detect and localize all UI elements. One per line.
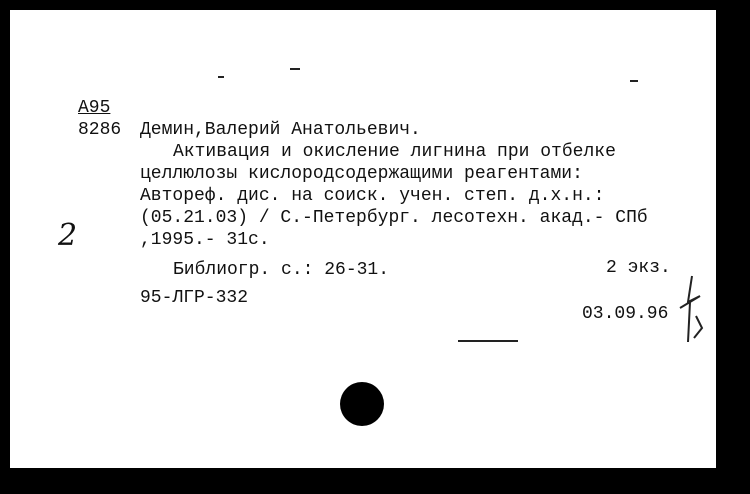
catalog-card <box>10 10 716 468</box>
handwritten-signature <box>674 272 714 348</box>
date: 03.09.96 <box>582 304 669 324</box>
accession-number: 8286 <box>78 120 122 140</box>
scan-speck <box>630 80 638 82</box>
scan-speck <box>218 76 224 78</box>
copies: 2 экз. <box>606 258 671 278</box>
card-code: 95-ЛГР-332 <box>140 288 249 308</box>
title-line-2: целлюлозы кислородсодержащими реагентами: <box>140 164 583 184</box>
bibliography: Библиогр. с.: 26-31. <box>173 260 390 280</box>
scan-speck <box>290 68 300 70</box>
title-line-3: Автореф. дис. на соиск. учен. степ. д.х.н.: <box>140 186 605 206</box>
title-line-5: ,1995.- 31с. <box>140 230 270 250</box>
punch-hole <box>340 382 384 426</box>
author: Демин,Валерий Анатольевич. <box>140 120 421 140</box>
scan-speck <box>458 340 518 342</box>
call-number: А95 <box>78 98 111 118</box>
title-line-1: Активация и окисление лигнина при отбелке <box>173 142 616 162</box>
handwritten-mark: 2 <box>58 218 78 253</box>
title-line-4: (05.21.03) / С.-Петербург. лесотехн. акад.- СПб <box>140 208 648 228</box>
